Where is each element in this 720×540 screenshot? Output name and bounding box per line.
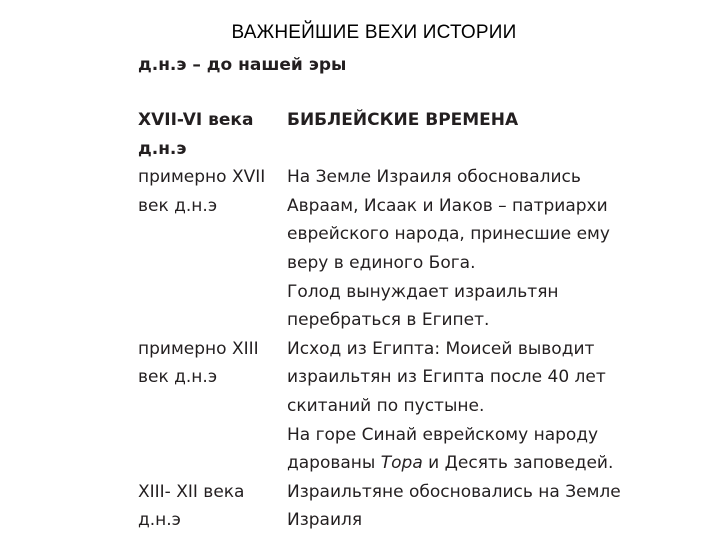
period-line: д.н.э xyxy=(138,510,182,531)
event-line: Авраам, Исаак и Иаков – патриархи xyxy=(287,195,608,216)
section-heading-text: БИБЛЕЙСКИЕ ВРЕМЕНА xyxy=(287,110,519,130)
event-line: Израиля xyxy=(287,510,363,531)
period-line: век д.н.э xyxy=(138,195,218,216)
event-line: Израильтяне обосновались на Земле xyxy=(287,481,621,502)
event-line: израильтян из Египта после 40 лет xyxy=(287,367,606,388)
event-line: перебраться в Египет. xyxy=(287,310,490,331)
period-line: век д.н.э xyxy=(138,367,218,388)
period-cell xyxy=(138,106,287,163)
period-line: примерно XIII xyxy=(138,338,259,359)
timeline-table xyxy=(138,106,628,535)
event-text-fragment: дарованы xyxy=(287,453,381,474)
period-line: XVII-VI века xyxy=(138,110,254,130)
timeline-row xyxy=(138,478,628,535)
era-abbreviation-note: д.н.э – до нашей эры xyxy=(138,55,347,75)
period-cell xyxy=(138,478,287,535)
event-line: скитаний по пустыне. xyxy=(287,395,485,416)
torah-italic-text: Тора xyxy=(380,453,423,474)
timeline-row xyxy=(138,335,628,478)
period-line: XIII- XII века xyxy=(138,481,245,502)
event-line: На горе Синай еврейскому народу xyxy=(287,424,599,445)
timeline-header-row xyxy=(138,106,628,163)
period-line: примерно XVII xyxy=(138,167,266,188)
page-title: ВАЖНЕЙШИЕ ВЕХИ ИСТОРИИ xyxy=(231,22,517,43)
event-line xyxy=(287,449,628,478)
period-cell xyxy=(138,163,287,220)
event-line: Исход из Египта: Моисей выводит xyxy=(287,338,595,359)
event-line: Голод вынуждает израильтян xyxy=(287,281,559,302)
section-heading xyxy=(287,106,628,135)
event-description xyxy=(287,163,628,335)
period-line: д.н.э xyxy=(138,138,187,159)
event-description xyxy=(287,335,628,478)
timeline-row xyxy=(138,163,628,335)
event-text-fragment: и Десять заповедей. xyxy=(422,453,614,474)
event-line: еврейского народа, принесшие ему xyxy=(287,224,610,245)
event-line: веру в единого Бога. xyxy=(287,252,476,273)
event-description xyxy=(287,478,628,535)
event-line: На Земле Израиля обосновались xyxy=(287,167,581,188)
period-cell xyxy=(138,335,287,392)
